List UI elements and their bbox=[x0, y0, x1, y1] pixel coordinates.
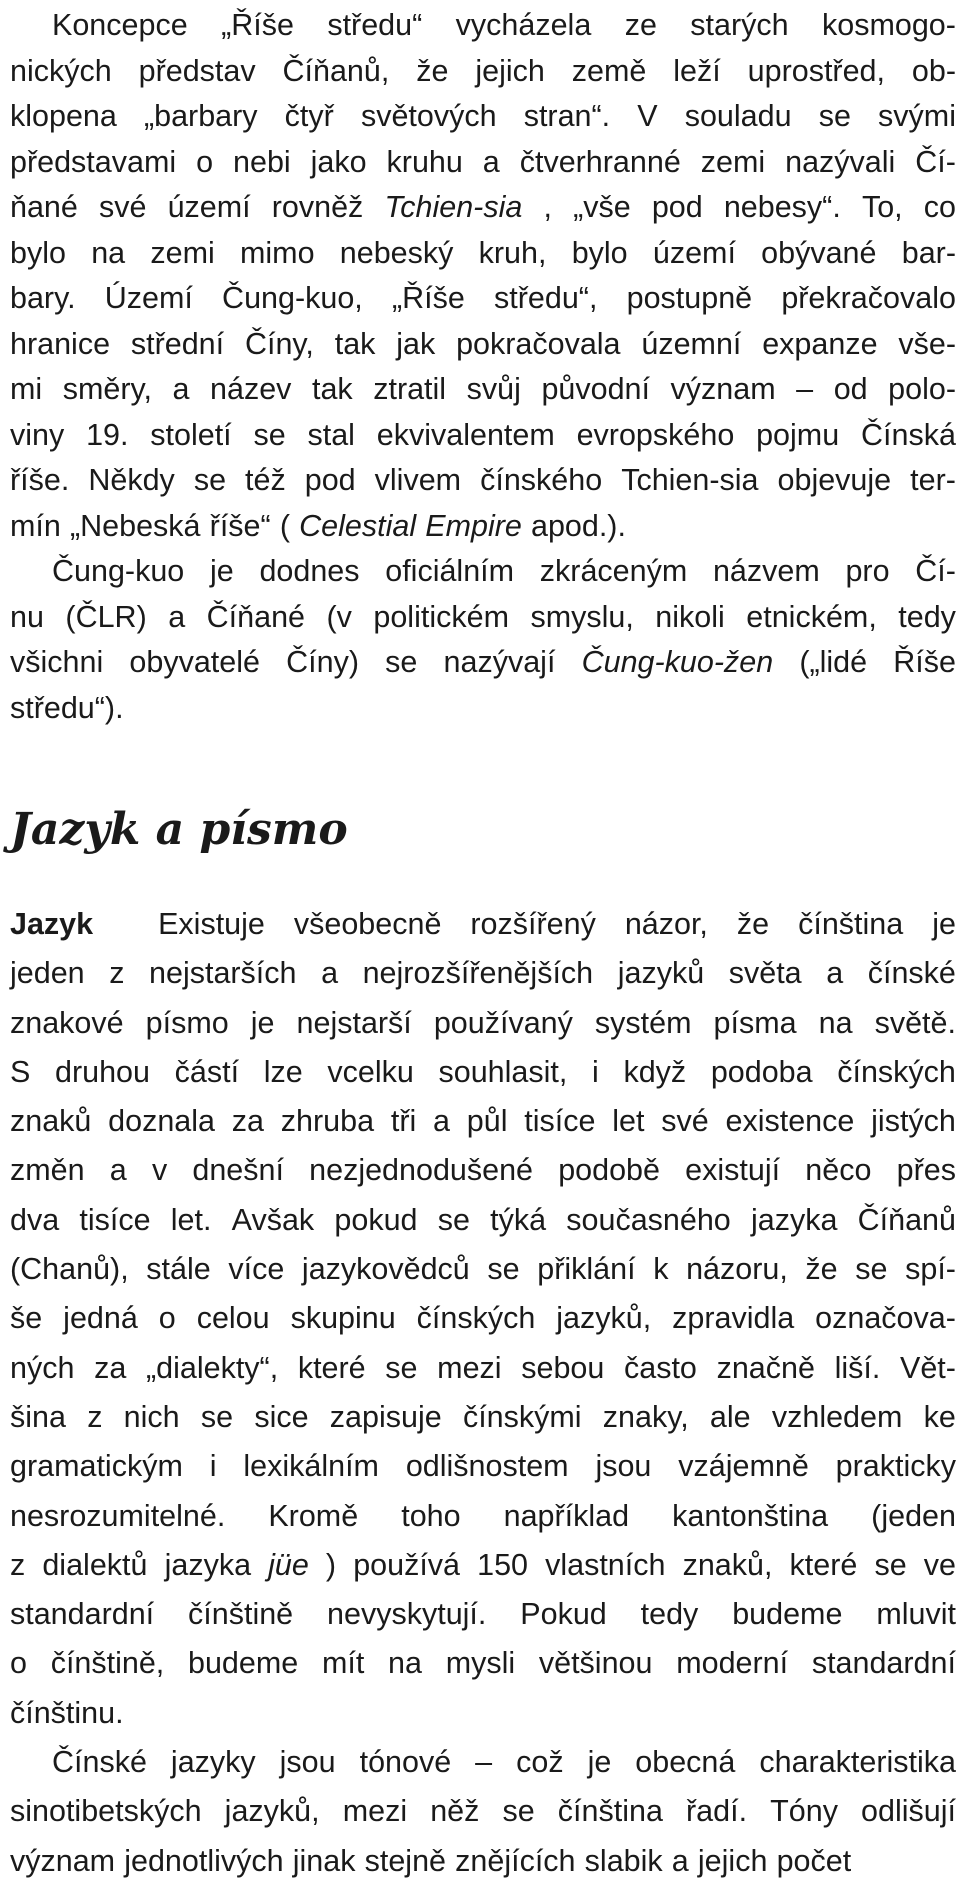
text-line: ných za „dialekty“, které se mezi sebou často značně liší. Vět- bbox=[10, 1350, 956, 1385]
text-line: standardní čínštině nevyskytují. Pokud tedy budeme mluvit bbox=[10, 1597, 956, 1632]
text-line: říše. Někdy se též pod vlivem čínského Tchien-sia objevuje ter- bbox=[10, 463, 956, 497]
text-line: z dialektů jazyka jüe ) používá 150 vlastních znaků, které se ve bbox=[10, 1547, 956, 1582]
text-line: šina z nich se sice zapisuje čínskými znaky, ale vzhledem ke bbox=[10, 1399, 956, 1434]
text-line: Čínské jazyky jsou tónové – což je obecná charakteristika bbox=[52, 1745, 956, 1780]
text-line: gramatickým i lexikálním odlišnostem jsou vzájemně prakticky bbox=[10, 1449, 956, 1484]
section-heading: Jazyk a písmo bbox=[10, 804, 348, 855]
text-line: nických představ Číňanů, že jejich země leží uprostřed, ob- bbox=[10, 53, 956, 88]
text-line: sinotibetských jazyků, mezi něž se čínština řadí. Tóny odlišují bbox=[10, 1794, 956, 1829]
text-line: (Chanů), stále více jazykovědců se přiklání k názoru, že se spí- bbox=[10, 1252, 956, 1287]
text-line: S druhou částí lze vcelku souhlasit, i když podoba čínských bbox=[10, 1054, 956, 1089]
text-line: jeden z nejstarších a nejrozšířenějších jazyků světa a čínské bbox=[10, 956, 956, 991]
text-line: čínštinu. bbox=[10, 1695, 124, 1730]
text-line: klopena „barbary čtyř světových stran“. V souladu se svými bbox=[10, 99, 956, 133]
text-line: znakové písmo je nejstarší používaný systém písma na světě. bbox=[10, 1005, 956, 1040]
text-line: představami o nebi jako kruhu a čtverhranné zemi nazývali Čí- bbox=[10, 144, 956, 179]
text-line: mín „Nebeská říše“ ( Celestial Empire apod.). bbox=[10, 508, 626, 543]
text-line: znaků doznala za zhruba tři a půl tisíce let své existence jistých bbox=[10, 1104, 956, 1139]
text-line: še jedná o celou skupinu čínských jazyků, zpravidla označova- bbox=[10, 1301, 956, 1336]
text-line: nu (ČLR) a Číňané (v politickém smyslu, nikoli etnickém, tedy bbox=[10, 599, 956, 634]
text-line: ňané své území rovněž Tchien-sia , „vše pod nebesy“. To, co bbox=[10, 190, 956, 224]
paragraph-block-2 bbox=[10, 900, 956, 1886]
text-line: nesrozumitelné. Kromě toho například kantonština (jeden bbox=[10, 1498, 956, 1533]
text-line: středu“). bbox=[10, 690, 124, 725]
text-line: význam jednotlivých jinak stejně znějících slabik a jejich počet bbox=[10, 1843, 852, 1878]
text-line: změn a v dnešní nezjednodušené podobě existují něco přes bbox=[10, 1153, 956, 1188]
text-line: bylo na zemi mimo nebeský kruh, bylo území obývané bar- bbox=[10, 235, 956, 270]
paragraph-block-1 bbox=[10, 3, 956, 731]
text-line: Koncepce „Říše středu“ vycházela ze starých kosmogo- bbox=[52, 8, 956, 42]
text-line: hranice střední Číny, tak jak pokračovala územní expanze vše- bbox=[10, 326, 956, 361]
text-line: o čínštině, budeme mít na mysli většinou moderní standardní bbox=[10, 1646, 956, 1681]
text-line: mi směry, a název tak ztratil svůj původní význam – od polo- bbox=[10, 372, 956, 406]
text-line: Jazyk Existuje všeobecně rozšířený názor, že čínština je bbox=[10, 900, 956, 949]
text-line: dva tisíce let. Avšak pokud se týká současného jazyka Číňanů bbox=[10, 1202, 956, 1237]
section-term: Jazyk bbox=[10, 907, 94, 941]
text-line: Čung-kuo je dodnes oficiálním zkráceným názvem pro Čí- bbox=[52, 554, 956, 588]
text-line: bary. Území Čung-kuo, „Říše středu“, postupně překračovalo bbox=[10, 281, 956, 315]
text-line: všichni obyvatelé Číny) se nazývají Čung-kuo-žen („lidé Říše bbox=[10, 645, 956, 679]
text-line: viny 19. století se stal ekvivalentem evropského pojmu Čínská bbox=[10, 417, 956, 452]
